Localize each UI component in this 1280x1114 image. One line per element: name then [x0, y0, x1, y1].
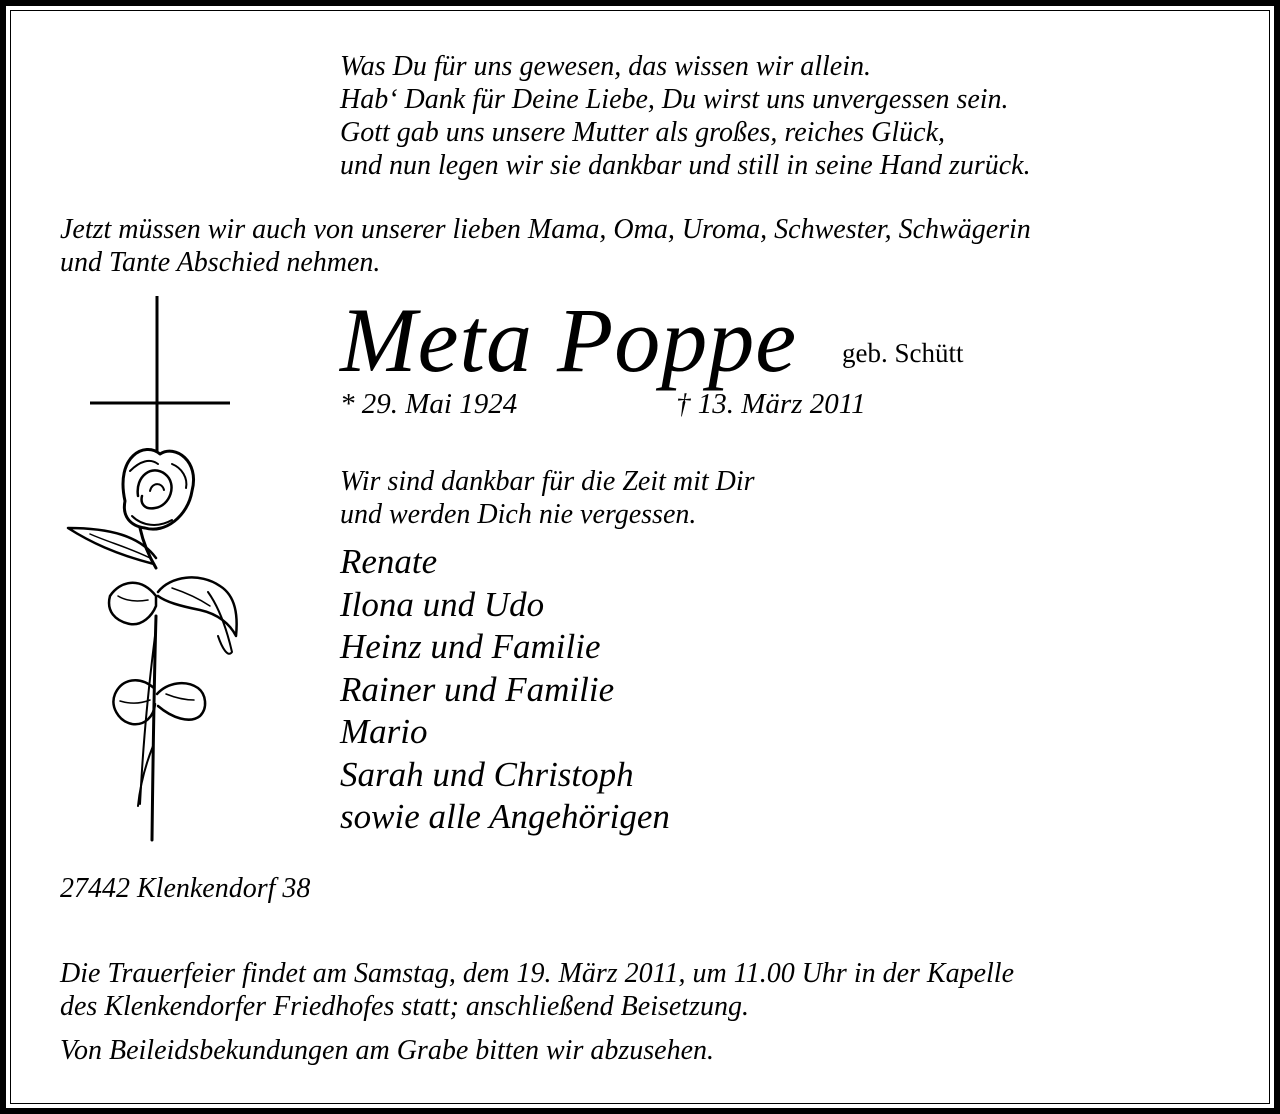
mourner: Ilona und Udo [340, 584, 545, 624]
poem-line: und nun legen wir sie dankbar und still in seine Hand zurück. [340, 150, 1031, 181]
mourners-list [340, 541, 670, 839]
death-date: † 13. März 2011 [676, 388, 866, 420]
thanks-line: und werden Dich nie vergessen. [340, 499, 697, 530]
funeral-line: Die Trauerfeier findet am Samstag, dem 19. März 2011, um 11.00 Uhr in der Kapelle [60, 958, 1015, 989]
birth-name: geb. Schütt [842, 338, 964, 368]
cross-and-rose [60, 296, 260, 844]
address: 27442 Klenkendorf 38 [60, 873, 311, 904]
poem-line: Was Du für uns gewesen, das wissen wir allein. [340, 51, 871, 82]
mourner: sowie alle Angehörigen [340, 797, 670, 836]
cross-icon [90, 296, 230, 451]
poem-line: Hab‘ Dank für Deine Liebe, Du wirst uns unvergessen sein. [340, 84, 1009, 115]
mourner: Mario [340, 712, 428, 751]
poem-line: Gott gab uns unsere Mutter als großes, reiches Glück, [340, 117, 946, 148]
rose-icon [68, 449, 237, 840]
intro-line: und Tante Abschied nehmen. [60, 247, 381, 278]
thanks-text [340, 465, 755, 531]
closing-note: Von Beileidsbekundungen am Grabe bitten wir abzusehen. [60, 1035, 715, 1066]
deceased-name: Meta Poppe [340, 289, 798, 391]
intro-line: Jetzt müssen wir auch von unserer lieben Mama, Oma, Uroma, Schwester, Schwägerin [60, 214, 1031, 245]
funeral-line: des Klenkendorfer Friedhofes statt; anschließend Beisetzung. [60, 991, 749, 1022]
mourner: Rainer und Familie [340, 669, 615, 709]
funeral-notice [60, 957, 1014, 1023]
thanks-line: Wir sind dankbar für die Zeit mit Dir [340, 466, 755, 497]
poem [340, 50, 1031, 182]
mourner: Heinz und Familie [340, 627, 601, 666]
birth-date: * 29. Mai 1924 [340, 388, 518, 420]
intro-text [60, 213, 1031, 279]
mourner: Renate [340, 542, 438, 581]
mourner: Sarah und Christoph [340, 754, 634, 794]
